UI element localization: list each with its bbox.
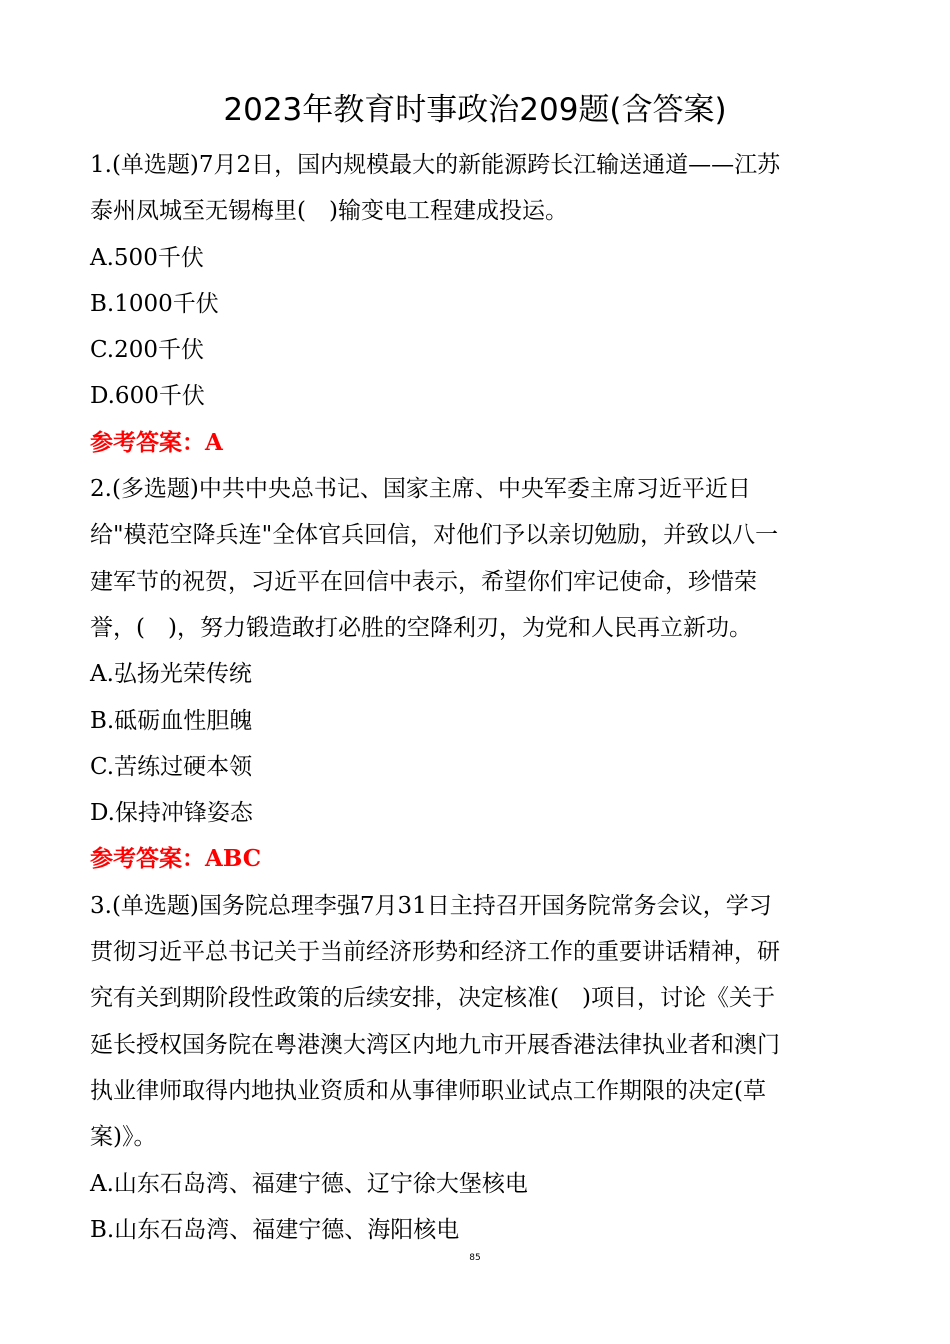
question-1-option-b: B.1000千伏 <box>90 290 219 317</box>
question-3-option-b: B.山东石岛湾、福建宁德、海阳核电 <box>90 1216 460 1243</box>
question-1-answer: 参考答案：A <box>90 428 223 456</box>
question-3-line-6: 案)》。 <box>90 1124 157 1151</box>
question-2-line-2: 给"模范空降兵连"全体官兵回信，对他们予以亲切勉励，并致以八一 <box>90 522 779 549</box>
question-1-line-2: 泰州凤城至无锡梅里( )输变电工程建成投运。 <box>90 198 568 225</box>
question-3-line-5: 执业律师取得内地执业资质和从事律师职业试点工作期限的决定(草 <box>90 1077 766 1104</box>
question-2-option-a: A.弘扬光荣传统 <box>90 661 252 688</box>
question-3-line-2: 贯彻习近平总书记关于当前经济形势和经济工作的重要讲话精神，研 <box>90 939 780 966</box>
question-2-line-1: 2.(多选题)中共中央总书记、国家主席、中央军委主席习近平近日 <box>90 476 751 503</box>
question-2-line-4: 誉，( )，努力锻造敢打必胜的空降利刃，为党和人民再立新功。 <box>90 614 752 641</box>
question-1-option-c: C.200千伏 <box>90 337 204 364</box>
document-title: 2023年教育时事政治209题(含答案) <box>223 92 727 128</box>
question-1-option-d: D.600千伏 <box>90 383 205 410</box>
question-2-line-3: 建军节的祝贺，习近平在回信中表示，希望你们牢记使命，珍惜荣 <box>90 568 757 595</box>
question-3-line-3: 究有关到期阶段性政策的后续安排，决定核准( )项目，讨论《关于 <box>90 985 775 1012</box>
question-3-option-a: A.山东石岛湾、福建宁德、辽宁徐大堡核电 <box>90 1170 528 1197</box>
question-1-option-a: A.500千伏 <box>90 244 204 271</box>
question-1-line-1: 1.(单选题)7月2日，国内规模最大的新能源跨长江输送通道——江苏 <box>90 152 781 178</box>
question-2-answer: 参考答案：ABC <box>90 845 262 873</box>
question-list <box>90 142 865 1253</box>
question-3-line-1: 3.(单选题)国务院总理李强7月31日主持召开国务院常务会议，学习 <box>90 892 772 919</box>
page-number: 85 <box>469 1253 481 1263</box>
question-2-option-d: D.保持冲锋姿态 <box>90 800 253 827</box>
question-2-option-b: B.砥砺血性胆魄 <box>90 707 253 734</box>
question-3-line-4: 延长授权国务院在粤港澳大湾区内地九市开展香港法律执业者和澳门 <box>90 1031 780 1058</box>
question-2-option-c: C.苦练过硬本领 <box>90 753 253 780</box>
